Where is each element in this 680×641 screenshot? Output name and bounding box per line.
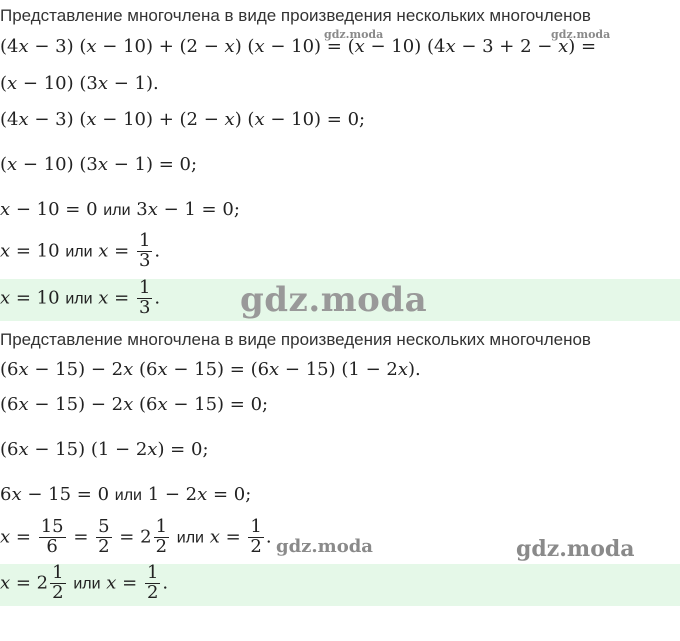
equation-2-line-1: (6x − 15) − 2x (6x − 15) = (6x − 15) (1 − 2x). bbox=[0, 359, 421, 380]
or-word: или bbox=[65, 290, 93, 308]
section-heading-1: Представление многочлена в виде произведения нескольких многочленов bbox=[0, 6, 591, 25]
equation-2-line-4: 6x − 15 = 0 или 1 − 2x = 0; bbox=[0, 484, 252, 505]
watermark-small-1: gdz.moda bbox=[324, 28, 384, 41]
equation-2-line-2: (6x − 15) − 2x (6x − 15) = 0; bbox=[0, 394, 269, 415]
or-word: или bbox=[65, 243, 93, 261]
fraction: $\frac{1}{2}$ bbox=[250, 516, 262, 557]
answer-2: x = 2 $\frac{1}{2}$ или x = $\frac{1}{2}$ . bbox=[0, 564, 169, 603]
fraction: $\frac{1}{3}$ bbox=[138, 279, 151, 318]
fraction: $\frac{1}{2}$ bbox=[146, 564, 159, 603]
answer-1: x = 10 или x = $\frac{1}{3}$ . bbox=[0, 279, 161, 318]
equation-1-line-2: (x − 10) (3x − 1). bbox=[0, 73, 159, 94]
watermark-big: gdz.moda bbox=[240, 280, 428, 320]
equation-1-line-5: x − 10 = 0 или 3x − 1 = 0; bbox=[0, 199, 240, 220]
equation-1-line-3: (4x − 3) (x − 10) + (2 − x) (x − 10) = 0; bbox=[0, 109, 366, 130]
equation-2-line-5: x = $\frac{15}{6}$ = $\frac{5}{2}$ = 2 $\frac{1}{2}$ или x = $\frac{1}{2}$ . bbox=[0, 516, 272, 557]
fraction: $\frac{5}{2}$ bbox=[98, 516, 110, 557]
or-word: или bbox=[103, 202, 131, 219]
equation-1-line-4: (x − 10) (3x − 1) = 0; bbox=[0, 154, 198, 175]
or-word: или bbox=[73, 575, 101, 593]
equation-1-line-1: (4x − 3) (x − 10) + (2 − x) (x − 10) = (x − 10) (4x − 3 + 2 − x) = bbox=[0, 36, 597, 57]
watermark-small-2: gdz.moda bbox=[551, 28, 611, 41]
or-word: или bbox=[176, 529, 204, 547]
fraction: $\frac{1}{3}$ bbox=[138, 230, 151, 271]
fraction: $\frac{1}{2}$ bbox=[52, 564, 64, 603]
equation-2-line-3: (6x − 15) (1 − 2x) = 0; bbox=[0, 439, 209, 460]
fraction: $\frac{15}{6}$ bbox=[40, 516, 64, 557]
watermark-mid-2: gdz.moda bbox=[516, 536, 635, 562]
or-word: или bbox=[114, 487, 142, 504]
fraction: $\frac{1}{2}$ bbox=[155, 516, 168, 557]
watermark-mid-1: gdz.moda bbox=[276, 536, 373, 557]
equation-1-line-6: x = 10 или x = $\frac{1}{3}$ . bbox=[0, 230, 161, 271]
section-heading-2: Представление многочлена в виде произведения нескольких многочленов bbox=[0, 330, 591, 349]
